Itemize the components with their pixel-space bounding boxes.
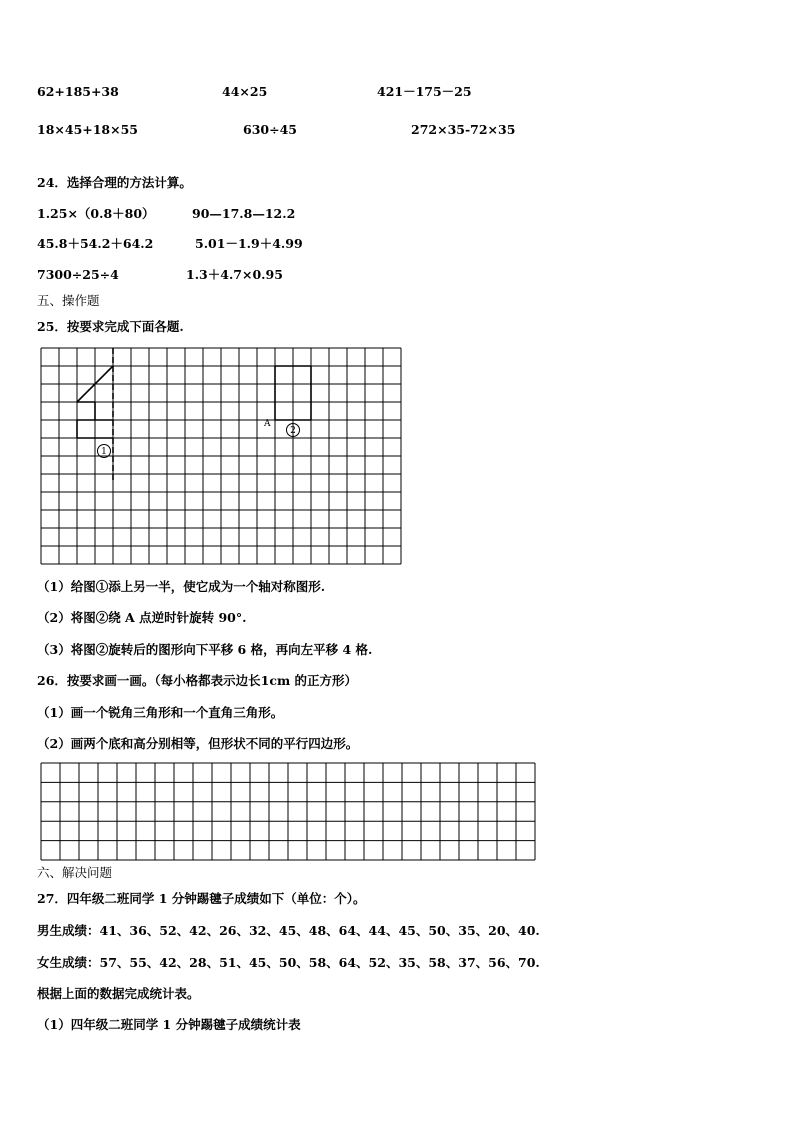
figure-1-marker: 1 (97, 444, 111, 458)
calc-expression: 630÷45 (243, 122, 297, 137)
question-26-sub2: （2）画两个底和高分别相等，但形状不同的平行四边形。 (37, 736, 359, 751)
calc-expression: 421－175－25 (377, 84, 472, 99)
question-25-sub1: （1）给图①添上另一半，使它成为一个轴对称图形. (37, 579, 326, 594)
figure-2-marker: 2 (286, 423, 300, 437)
girls-scores: 女生成绩：57、55、42、28、51、45、50、58、64、52、35、58、37、56、70. (37, 955, 540, 970)
question-27-title: 27．四年级二班同学 1 分钟踢毽子成绩如下（单位：个）。 (37, 891, 366, 906)
question-24-title: 24．选择合理的方法计算。 (37, 175, 192, 190)
calc-expression: 44×25 (222, 84, 268, 99)
calc-expression: 45.8＋54.2＋64.2 (37, 236, 154, 251)
question-25-title: 25．按要求完成下面各题. (37, 319, 184, 334)
question-27-sub1: （1）四年级二班同学 1 分钟踢毽子成绩统计表 (37, 1017, 301, 1032)
calc-expression: 1.3＋4.7×0.95 (186, 267, 283, 282)
boys-scores: 男生成绩：41、36、52、42、26、32、45、48、64、44、45、50、35、20、40. (37, 923, 540, 938)
question-25-sub2: （2）将图②绕 A 点逆时针旋转 90°. (37, 610, 247, 625)
point-a-label: A (264, 419, 271, 429)
calc-expression: 1.25×（0.8＋80） (37, 206, 155, 221)
question-25-sub3: （3）将图②旋转后的图形向下平移 6 格，再向左平移 4 格. (37, 642, 373, 657)
question-27-instruction: 根据上面的数据完成统计表。 (37, 986, 200, 1001)
calc-expression: 272×35-72×35 (411, 122, 516, 137)
calc-expression: 18×45+18×55 (37, 122, 139, 137)
calc-expression: 7300÷25÷4 (37, 267, 119, 282)
calc-expression: 5.01－1.9＋4.99 (195, 236, 303, 251)
calc-expression: 62+185+38 (37, 84, 119, 99)
section-heading: 五、操作题 (37, 293, 100, 308)
question-26-sub1: （1）画一个锐角三角形和一个直角三角形。 (37, 705, 284, 720)
section-heading: 六、解决问题 (37, 865, 113, 880)
question-26-title: 26．按要求画一画。（每小格都表示边长1cm 的正方形） (37, 673, 358, 688)
calc-expression: 90—17.8—12.2 (192, 206, 296, 221)
